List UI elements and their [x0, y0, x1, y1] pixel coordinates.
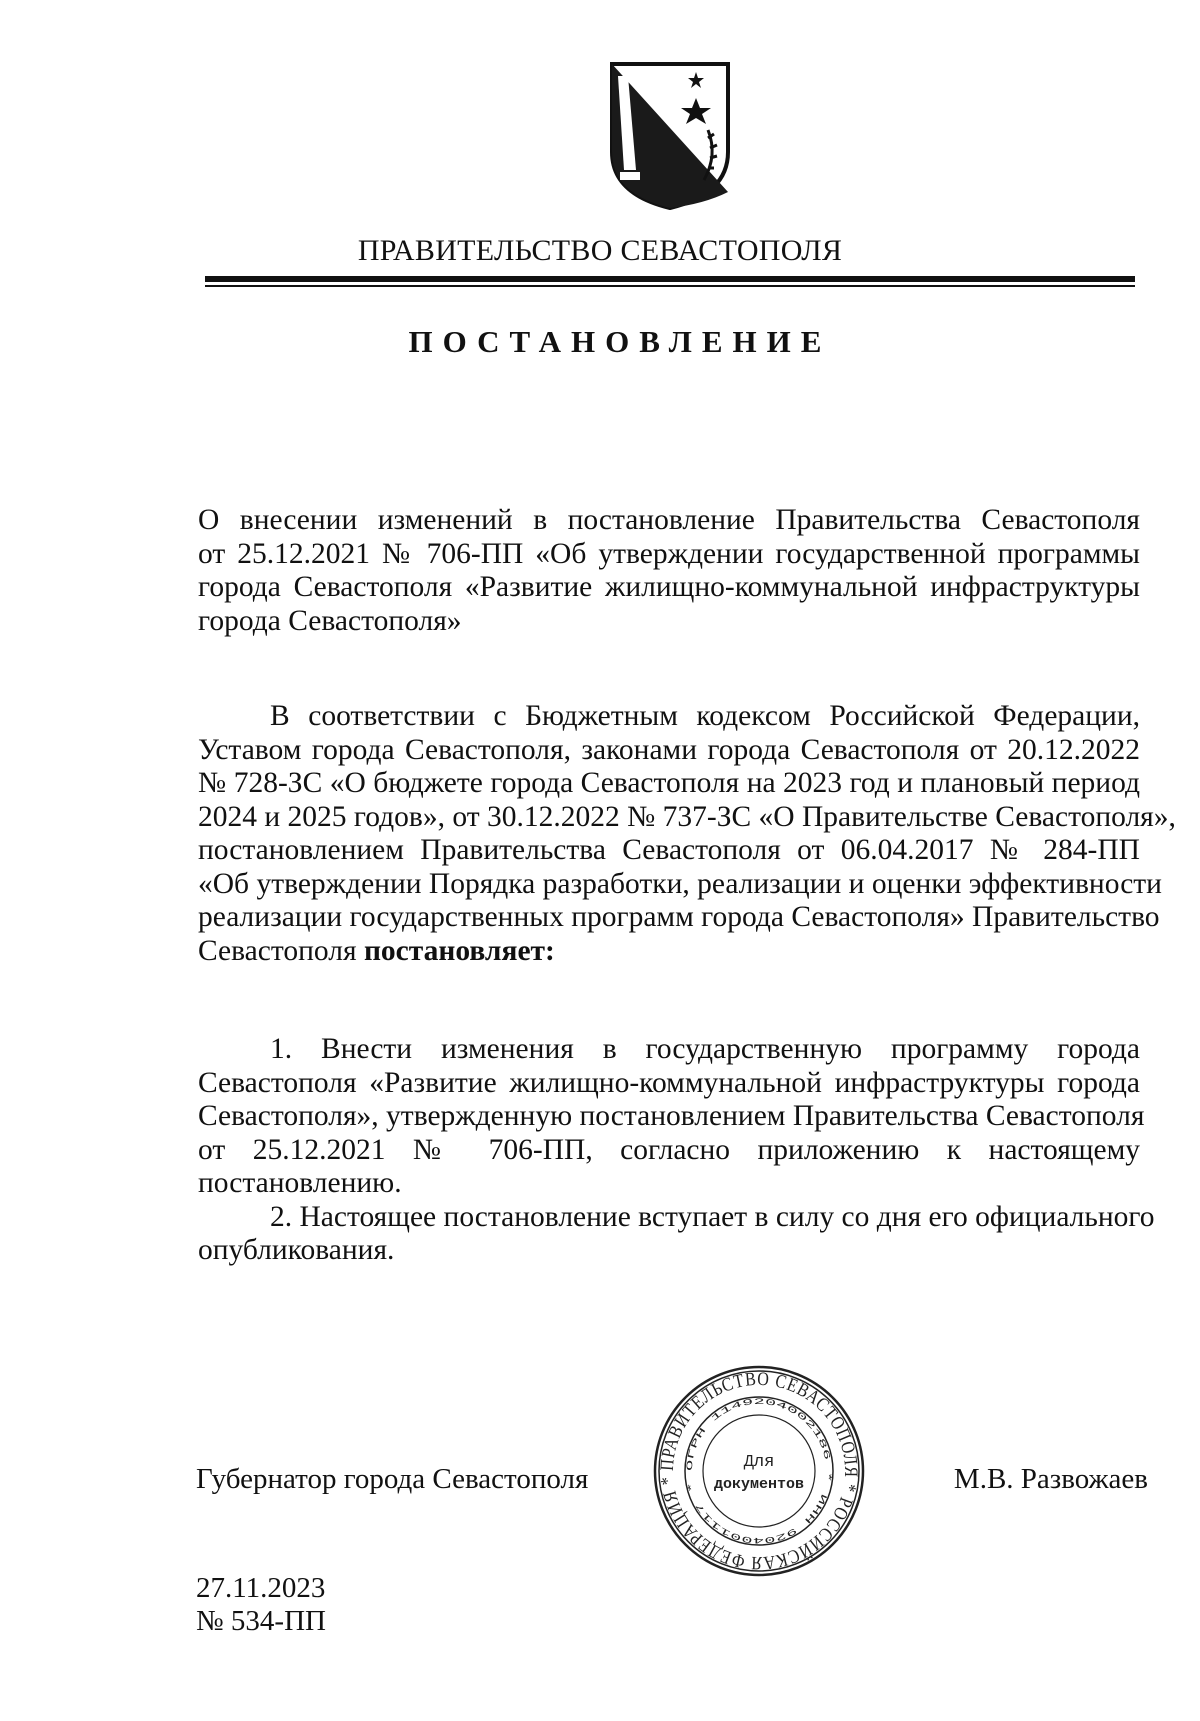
preamble-line: Уставом города Севастополя, законами города Севастополя от 20.12.2022 — [198, 733, 1140, 766]
item-2-line: опубликования. — [198, 1234, 395, 1266]
preamble-line: № 728-ЗС «О бюджете города Севастополя на 2023 год и плановый период — [198, 767, 1140, 799]
signer-position: Губернатор города Севастополя — [196, 1463, 589, 1495]
preamble-final-line — [198, 935, 1140, 969]
document-subject — [198, 504, 1140, 638]
document-preamble — [198, 700, 1176, 968]
official-seal-stamp — [650, 1362, 868, 1580]
item-1-line: Севастополя «Развитие жилищно-коммунальной инфраструктуры города — [198, 1066, 1140, 1099]
registration-date: 27.11.2023 — [196, 1572, 326, 1604]
item-1-line: Севастополя», утвержденную постановлением Правительства Севастополя — [198, 1100, 1145, 1132]
header-rule-thin — [205, 285, 1135, 287]
subject-line: О внесении изменений в постановление Правительства Севастополя — [198, 504, 1140, 536]
header-rule-thick — [205, 276, 1135, 282]
seal-outer-text: ПРАВИТЕЛЬСТВО СЕВАСТОПОЛЯ * РОССИЙСКАЯ ФЕДЕРАЦИЯ * — [656, 1368, 862, 1574]
government-header: ПРАВИТЕЛЬСТВО СЕВАСТОПОЛЯ — [357, 234, 843, 267]
item-2-line: 2. Настоящее постановление вступает в силу со дня его официального — [270, 1200, 1155, 1233]
preamble-final-text: Севастополя — [198, 934, 357, 967]
preamble-line: В соответствии с Бюджетным кодексом Российской Федерации, — [270, 700, 1140, 732]
item-1-line: 1. Внести изменения в государственную программу города — [270, 1033, 1140, 1065]
registration-block — [196, 1572, 326, 1638]
resolves-keyword: постановляет: — [363, 934, 555, 967]
item-1-line: от 25.12.2021 № 706-ПП, согласно приложению к настоящему — [198, 1133, 1140, 1166]
preamble-line: 2024 и 2025 годов», от 30.12.2022 № 737-ЗС «О Правительстве Севастополя», — [198, 800, 1176, 833]
seal-center-line-1: Для — [743, 1453, 775, 1472]
subject-line: города Севастополя» — [198, 604, 462, 637]
seal-inner-text: ОГРН 1149204002186 * ИНН 9204001117 * — [684, 1396, 834, 1546]
subject-line: от 25.12.2021 № 706-ПП «Об утверждении государственной программы — [198, 537, 1140, 570]
item-1-line: постановлению. — [198, 1167, 402, 1199]
subject-line: города Севастополя «Развитие жилищно-коммунальной инфраструктуры — [198, 571, 1140, 603]
document-items — [198, 1033, 1155, 1268]
seal-center-line-2: документов — [713, 1476, 805, 1493]
registration-number: № 534-ПП — [196, 1605, 326, 1637]
preamble-line: постановлением Правительства Севастополя от 06.04.2017 № 284-ПП — [198, 834, 1140, 866]
document-type-title: ПОСТАНОВЛЕНИЕ — [408, 324, 832, 359]
signer-name: М.В. Развожаев — [953, 1463, 1148, 1495]
preamble-line: «Об утверждении Порядка разработки, реализации и оценки эффективности — [198, 867, 1162, 900]
sevastopol-coat-of-arms-icon — [608, 60, 732, 210]
preamble-line: реализации государственных программ города Севастополя» Правительство — [198, 901, 1160, 933]
